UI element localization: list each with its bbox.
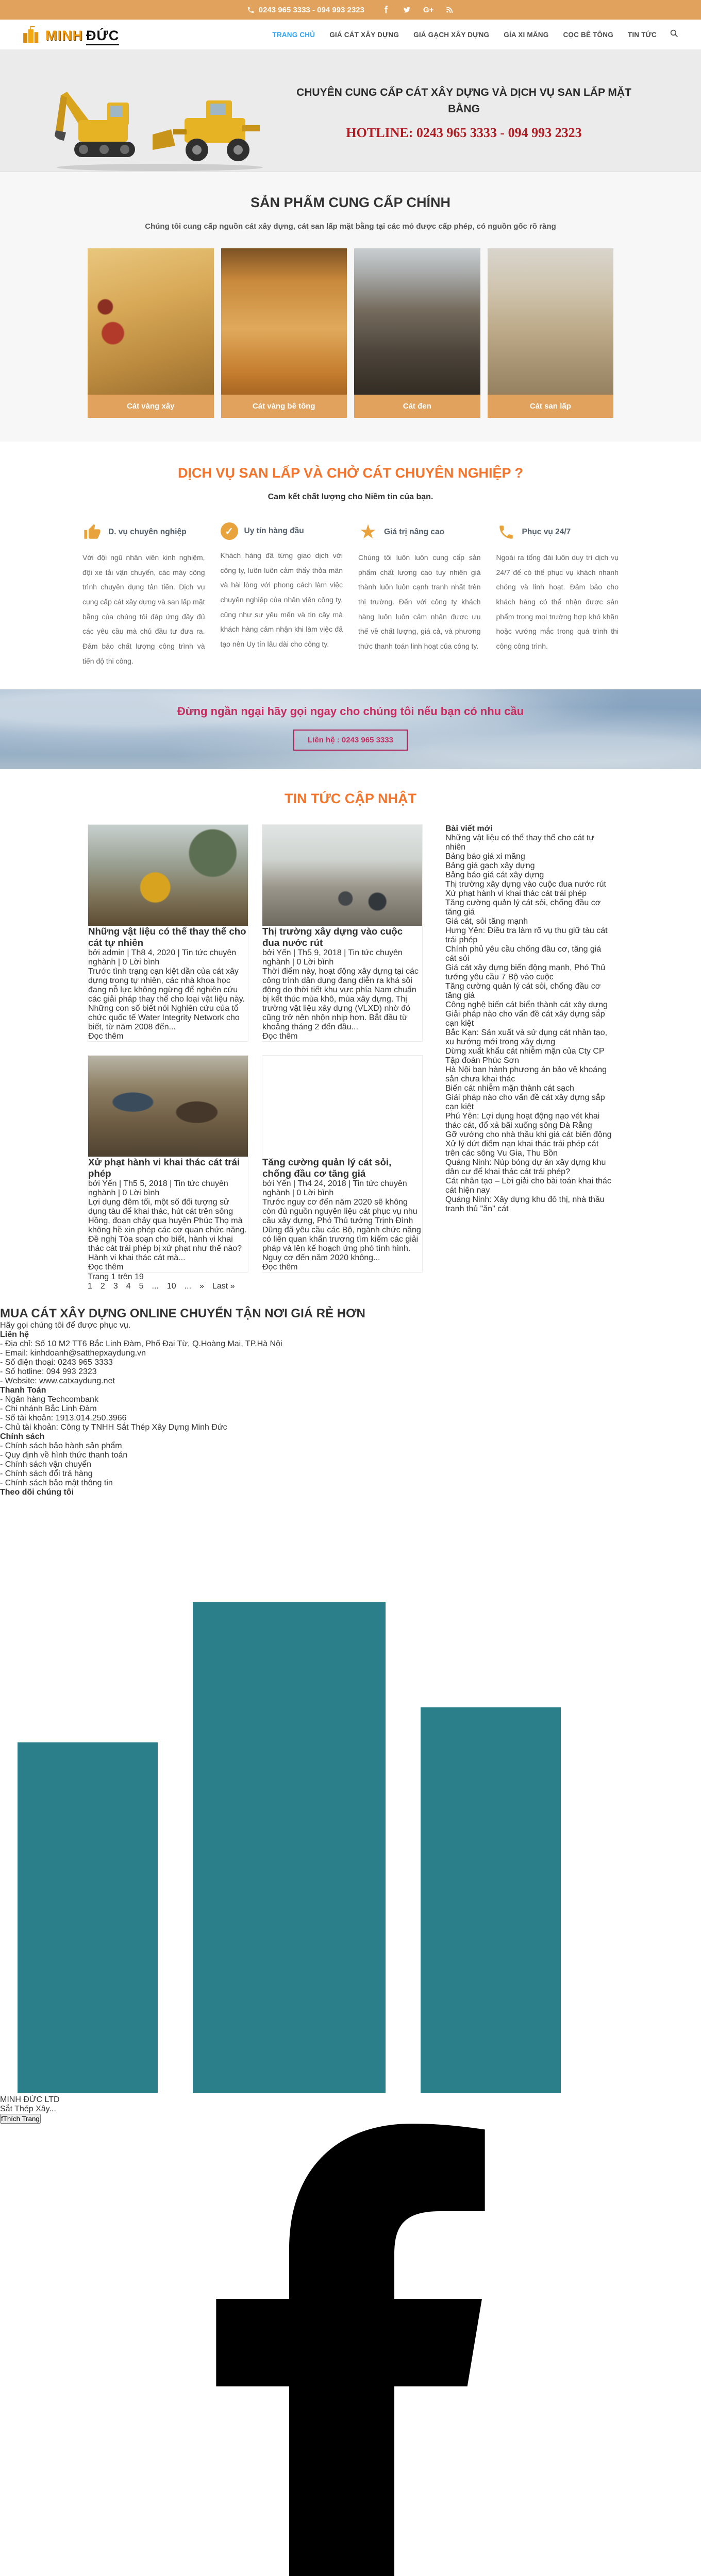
news-list [88, 824, 423, 1273]
recent-post-link[interactable]: Bảng giá gạch xây dựng [445, 861, 613, 871]
recent-post-link[interactable]: Những vật liệu có thể thay thế cho cát tự nhiên [445, 834, 613, 852]
sidebar-title: Bài viết mới [445, 824, 613, 834]
contact-button[interactable]: Liên hệ : 0243 965 3333 [293, 730, 408, 751]
topbar-social [382, 6, 454, 14]
product-card[interactable] [354, 248, 480, 418]
footer-policy-link[interactable]: - Quy định về hình thức thanh toán [0, 1451, 701, 1460]
article-meta[interactable]: bởi admin | Th8 4, 2020 | Tin tức chuyên nghành | 0 Lời bình [88, 948, 248, 967]
footer-contact-line: - Website: www.catxaydung.net [0, 1377, 701, 1386]
footer-heading: Theo dõi chúng tôi [0, 1488, 701, 1497]
recent-post-link[interactable]: Bảng báo giá cát xây dựng [445, 871, 613, 880]
article-meta[interactable]: bởi Yến | Th5 9, 2018 | Tin tức chuyên nghành | 0 Lời bình [262, 948, 422, 967]
facebook-icon: f [1, 2115, 3, 2123]
cta-banner [0, 689, 701, 769]
thumbs-up-icon [82, 522, 102, 542]
topbar [0, 0, 701, 20]
header [0, 20, 701, 50]
products-title: SẢN PHẨM CUNG CẤP CHÍNH [0, 195, 701, 211]
product-image [354, 248, 480, 395]
recent-post-link[interactable]: Tăng cường quản lý cát sỏi, chống đầu cơ tăng giá [445, 899, 613, 917]
topbar-phone-number: 0243 965 3333 - 094 993 2323 [259, 6, 364, 14]
footer-payment-line: - Chi nhánh Bắc Linh Đàm [0, 1404, 701, 1414]
recent-post-link[interactable]: Gỡ vướng cho nhà thầu khi giá cát biến động [445, 1130, 613, 1140]
recent-post-link[interactable]: Dừng xuất khẩu cát nhiễm mặn của Cty CP Tập đoàn Phúc Sơn [445, 1047, 613, 1065]
service-column [82, 522, 205, 669]
cta-title: Đừng ngần ngại hãy gọi ngay cho chúng tôi nếu bạn có nhu cầu [0, 705, 701, 718]
service-title: Giá trị nâng cao [384, 528, 444, 537]
product-caption: Cát san lấp [488, 395, 614, 418]
recent-post-link[interactable]: Chính phủ yêu cầu chống đầu cơ, tăng giá cát sỏi [445, 945, 613, 963]
footer-heading: Liên hệ [0, 1330, 701, 1340]
article-excerpt: Trước tình trạng cạn kiệt dần của cát xây dựng trong tự nhiên, các nhà khoa học đang nỗ lực không ngừng để nghiên cứu các giải pháp thay thế cho loại vật liệu này. Những con số biết nói Nghiên cứu của tổ chức quốc tế Water Integrity Network cho biết, từ năm 2008 đến... [88, 967, 248, 1032]
services-subtitle: Cam kết chất lượng cho Niềm tin của bạn. [0, 493, 701, 502]
footer-policy-link[interactable]: - Chính sách vận chuyển [0, 1460, 701, 1469]
bottom-cta-subtitle: Hãy gọi chúng tôi để được phục vụ. [0, 1321, 701, 1330]
product-caption: Cát vàng bê tông [221, 395, 347, 418]
footer-policy-link[interactable]: - Chính sách đổi trả hàng [0, 1469, 701, 1479]
building-icon [0, 1497, 701, 2093]
pagination-link[interactable]: 2 [101, 1282, 105, 1291]
pagination-link[interactable]: ... [185, 1282, 191, 1291]
pagination [88, 1273, 423, 1291]
service-title: D. vụ chuyên nghiệp [108, 528, 187, 537]
product-image [88, 248, 214, 395]
pagination-link[interactable]: Last » [212, 1282, 235, 1291]
recent-post-link[interactable]: Giá cát xây dựng biến động mạnh, Phó Thủ tướng yêu cầu 7 Bộ vào cuộc [445, 963, 613, 982]
nav-item[interactable]: GIÁ GẠCH XÂY DỰNG [413, 31, 489, 39]
bottom-bar [0, 2124, 701, 2576]
phone-icon [496, 522, 516, 542]
pagination-link[interactable]: 3 [113, 1282, 118, 1291]
recent-posts-sidebar [445, 824, 613, 1291]
logo-text: MINH ĐỨC [45, 29, 119, 43]
footer-contact-line: - Số hotline: 094 993 2323 [0, 1367, 701, 1377]
recent-post-link[interactable]: Cát nhân tạo – Lời giải cho bài toán khai thác cát hiện nay [445, 1177, 613, 1195]
nav-item[interactable]: TRANG CHỦ [272, 31, 315, 39]
article-excerpt: Lợi dụng đêm tối, một số đối tượng sử dụng tàu để khai thác, hút cát trên sông Hồng, đoạn chảy qua huyện Phúc Thọ mà không hề xin phép các cơ quan chức năng. Đề nghị Tòa soạn cho biết, hành vi khai thác cát trái phép bị xử phạt như thế nào? Hành vi khai thác cát mà... [88, 1198, 248, 1263]
facebook-icon[interactable] [382, 6, 390, 14]
footer-policy-column [0, 1432, 701, 1488]
machinery-image [52, 69, 278, 172]
service-text: Khách hàng đã từng giao dịch với công ty, luôn luôn cảm thấy thỏa mãn và hài lòng với phong cách làm việc chuyên nghiệp của nhân viên công ty, cũng như sự yêu mến và tin cậy mà khách hàng cảm nhận khi làm việc đã tạo nên Uy tín lâu dài cho công ty. [221, 548, 343, 652]
recent-post-link[interactable]: Hà Nội ban hành phương án bảo vệ khoáng sản chưa khai thác [445, 1065, 613, 1084]
search-icon[interactable] [670, 29, 678, 40]
bottom-cta [0, 1307, 701, 1330]
services-title: DỊCH VỤ SAN LẤP VÀ CHỞ CÁT CHUYÊN NGHIỆP ? [0, 465, 701, 481]
article-image[interactable] [262, 1056, 422, 1157]
main-nav [272, 29, 678, 40]
footer-contact-column [0, 1330, 701, 1386]
pagination-link[interactable]: 4 [126, 1282, 131, 1291]
service-title: Phục vụ 24/7 [522, 528, 571, 537]
footer-policy-link[interactable]: - Chính sách bảo hành sản phẩm [0, 1442, 701, 1451]
building-icon [23, 26, 42, 43]
recent-post-link[interactable]: Tăng cường quản lý cát sỏi, chống đầu cơ tăng giá [445, 982, 613, 1001]
footer-heading: Chính sách [0, 1432, 701, 1442]
article-title[interactable]: Thị trường xây dựng vào cuộc đua nước rút [262, 926, 422, 948]
recent-post-link[interactable]: Công nghệ biến cát biển thành cát xây dựng [445, 1001, 613, 1010]
article-excerpt: Trước nguy cơ đến năm 2020 sẽ không còn đủ nguồn nguyên liệu cát phục vụ nhu cầu xây dựng, Phó Thủ tướng Trịnh Đình Dũng đã yêu cầu các Bộ, ngành chức năng có liên quan khẩn trương tìm kiếm các giải pháp và lên kế hoạch ứng phó tình hình. Nguy cơ đến năm 2020 không... [262, 1198, 422, 1263]
pagination-label: Trang 1 trên 19 [88, 1273, 144, 1281]
footer [0, 1330, 701, 2124]
read-more-link[interactable]: Đọc thêm [88, 1032, 123, 1041]
twitter-icon[interactable] [403, 6, 411, 14]
footer-contact-line: - Email: kinhdoanh@satthepxaydung.vn [0, 1349, 701, 1358]
topbar-phone-link[interactable] [247, 6, 364, 14]
product-card[interactable] [221, 248, 347, 418]
read-more-link[interactable]: Đọc thêm [262, 1263, 297, 1272]
phone-icon [247, 6, 255, 14]
recent-post-link[interactable]: Bảng báo giá xi măng [445, 852, 613, 861]
article-image[interactable] [88, 825, 248, 926]
footer-payment-line: - Số tài khoản: 1913.014.250.3966 [0, 1414, 701, 1423]
recent-post-link[interactable]: Hưng Yên: Điều tra làm rõ vụ thu giữ tàu cát trái phép [445, 926, 613, 945]
footer-contact-line: - Số điện thoại: 0243 965 3333 [0, 1358, 701, 1367]
article-title[interactable]: Tăng cường quản lý cát sỏi, chống đầu cơ tăng giá [262, 1157, 422, 1179]
hero-title: CHUYÊN CUNG CẤP CÁT XÂY DỰNG VÀ DỊCH VỤ SAN LẤP MẶT BẰNG [294, 84, 634, 118]
recent-post-link[interactable]: Bắc Kạn: Sản xuất và sử dụng cát nhân tạo, xu hướng mới trong xây dựng [445, 1028, 613, 1047]
service-title: Uy tín hàng đầu [244, 527, 304, 536]
google-plus-icon[interactable]: G+ [423, 6, 433, 14]
product-caption: Cát vàng xây [88, 395, 214, 418]
news-title: TIN TỨC CẬP NHẬT [0, 791, 701, 807]
pagination-link[interactable]: » [199, 1282, 204, 1291]
product-card[interactable] [488, 248, 614, 418]
service-column [221, 522, 343, 669]
product-image [221, 248, 347, 395]
nav-item[interactable]: GIÁ CÁT XÂY DỰNG [329, 31, 399, 39]
news-section [0, 769, 701, 1307]
recent-post-link[interactable]: Xử phạt hành vi khai thác cát trái phép [445, 889, 613, 899]
hero-banner [0, 50, 701, 172]
news-article [262, 824, 423, 1042]
nav-menu [272, 31, 657, 39]
products-section [0, 172, 701, 442]
pagination-link[interactable]: ... [152, 1282, 159, 1291]
article-meta[interactable]: bởi Yến | Th4 24, 2018 | Tin tức chuyên nghành | 0 Lời bình [262, 1179, 422, 1198]
product-card[interactable] [88, 248, 214, 418]
recent-posts-list [445, 834, 613, 1214]
pagination-link[interactable]: 5 [139, 1282, 144, 1291]
product-caption: Cát đen [354, 395, 480, 418]
services-section [0, 442, 701, 689]
read-more-link[interactable]: Đọc thêm [88, 1263, 123, 1272]
article-title[interactable]: Xử phạt hành vi khai thác cát trái phép [88, 1157, 248, 1179]
footer-policy-link[interactable]: - Chính sách bảo mật thông tin [0, 1479, 701, 1488]
recent-post-link[interactable]: Giá cát, sỏi tăng mạnh [445, 917, 613, 926]
pagination-links [88, 1282, 423, 1291]
footer-payment-line: - Ngân hàng Techcombank [0, 1395, 701, 1404]
read-more-link[interactable]: Đọc thêm [262, 1032, 297, 1041]
pagination-link[interactable]: 1 [88, 1282, 92, 1291]
footer-contact-line: - Địa chỉ: Số 10 M2 TT6 Bắc Linh Đàm, Phố Đại Từ, Q.Hoàng Mai, TP.Hà Nội [0, 1340, 701, 1349]
product-image [488, 248, 614, 395]
service-text: Với đội ngũ nhân viên kinh nghiệm, đội xe tải vận chuyển, các máy công trình chuyên dụng tân tiến. Dịch vụ cung cấp cát xây dựng và san lấp mặt bằng của chúng tôi đáp ứng đầy đủ các yêu cầu mà chủ đầu tư đưa ra. Đảm bảo chất lượng công trình và tiến độ thi công. [82, 550, 205, 669]
product-grid [82, 248, 619, 418]
nav-item[interactable]: CỌC BÊ TÔNG [563, 31, 613, 39]
widget-logo: MINH ĐỨC LTD [0, 1497, 701, 2105]
article-image[interactable] [262, 825, 422, 926]
facebook-page-widget[interactable] [0, 1497, 701, 2124]
news-article [88, 1055, 248, 1273]
article-meta[interactable]: bởi Yến | Th5 5, 2018 | Tin tức chuyên nghành | 0 Lời bình [88, 1179, 248, 1198]
rss-icon[interactable] [446, 6, 454, 14]
products-subtitle: Chúng tôi cung cấp nguồn cát xây dựng, cát san lấp mặt bằng tại các mỏ được cấp phép, có nguồn gốc rõ ràng [0, 222, 701, 231]
footer-follow-column [0, 1488, 701, 2124]
news-article [88, 824, 248, 1042]
recent-post-link[interactable]: Giải pháp nào cho vấn đề cát xây dựng sắp cạn kiệt [445, 1010, 613, 1028]
service-text: Chúng tôi luôn luôn cung cấp sản phẩm chất lượng cao tuy nhiên giá thành luôn luôn cạnh tranh nhất trên thị trường. Đến với công ty khách hàng luôn luôn cảm nhận được ưu thế về chất lượng, giá cả, và phương thức thanh toán linh hoạt của công ty. [358, 550, 481, 654]
service-column [358, 522, 481, 669]
article-title[interactable]: Những vật liệu có thể thay thế cho cát tự nhiên [88, 926, 248, 948]
service-column [496, 522, 619, 669]
like-page-button[interactable]: fThích Trang [0, 2114, 41, 2124]
check-circle-icon: ✓ [221, 522, 238, 540]
hero-hotline: HOTLINE: 0243 965 3333 - 094 993 2323 [283, 125, 644, 141]
service-text: Ngoài ra tổng đài luôn duy trì dịch vụ 24/7 để có thể phục vụ khách nhanh chóng và linh hoạt. Đảm bảo cho khách hàng có thể nhận được sản phẩm trong mọi trường hợp khó khăn hoặc vướng mắc trong quá trình thi công công trình. [496, 550, 619, 654]
news-article [262, 1055, 423, 1273]
article-excerpt: Thời điểm này, hoạt động xây dựng tại các công trình dân dụng đang diễn ra khá sôi động do thời tiết khu vực phía Nam chuẩn bị kết thúc mùa khô, mùa xây dựng. Thị trường vật liệu xây dựng (VLXD) nhờ đó cũng trở nên nhộn nhịp hơn. Bắt đầu từ khoảng tháng 2 đến đầu... [262, 967, 422, 1032]
nav-item[interactable]: GÍA XI MĂNG [504, 31, 548, 39]
recent-post-link[interactable]: Quảng Ninh: Xây dựng khu đô thị, nhà thầu tranh thủ "ăn" cát [445, 1195, 613, 1214]
article-image[interactable] [88, 1056, 248, 1157]
widget-page-name: Sắt Thép Xây... [0, 2105, 701, 2114]
footer-payment-line: - Chủ tài khoản: Công ty TNHH Sắt Thép Xây Dựng Minh Đức [0, 1423, 701, 1432]
nav-item[interactable]: TIN TỨC [628, 31, 657, 39]
recent-post-link[interactable]: Giải pháp nào cho vấn đề cát xây dựng sắp cạn kiệt [445, 1093, 613, 1112]
star-icon: ★ [358, 522, 378, 542]
recent-post-link[interactable]: Thị trường xây dựng vào cuộc đua nước rút [445, 880, 613, 889]
recent-post-link[interactable]: Phú Yên: Lợi dụng hoạt động nạo vét khai thác cát, đổ xả bãi xuống sông Đà Rằng [445, 1112, 613, 1130]
footer-payment-column [0, 1386, 701, 1432]
bottom-cta-title: MUA CÁT XÂY DỰNG ONLINE CHUYỂN TẬN NƠI GIÁ RẺ HƠN [0, 1307, 701, 1321]
recent-post-link[interactable]: Xử lý dứt điểm nạn khai thác trái phép cát trên các sông Vu Gia, Thu Bồn [445, 1140, 613, 1158]
recent-post-link[interactable]: Quảng Ninh: Núp bóng dự án xây dựng khu dân cư để khai thác cát trái phép? [445, 1158, 613, 1177]
recent-post-link[interactable]: Biến cát nhiễm mặn thành cát sạch [445, 1084, 613, 1093]
footer-heading: Thanh Toán [0, 1386, 701, 1395]
logo[interactable] [23, 26, 119, 43]
pagination-link[interactable]: 10 [167, 1282, 176, 1291]
